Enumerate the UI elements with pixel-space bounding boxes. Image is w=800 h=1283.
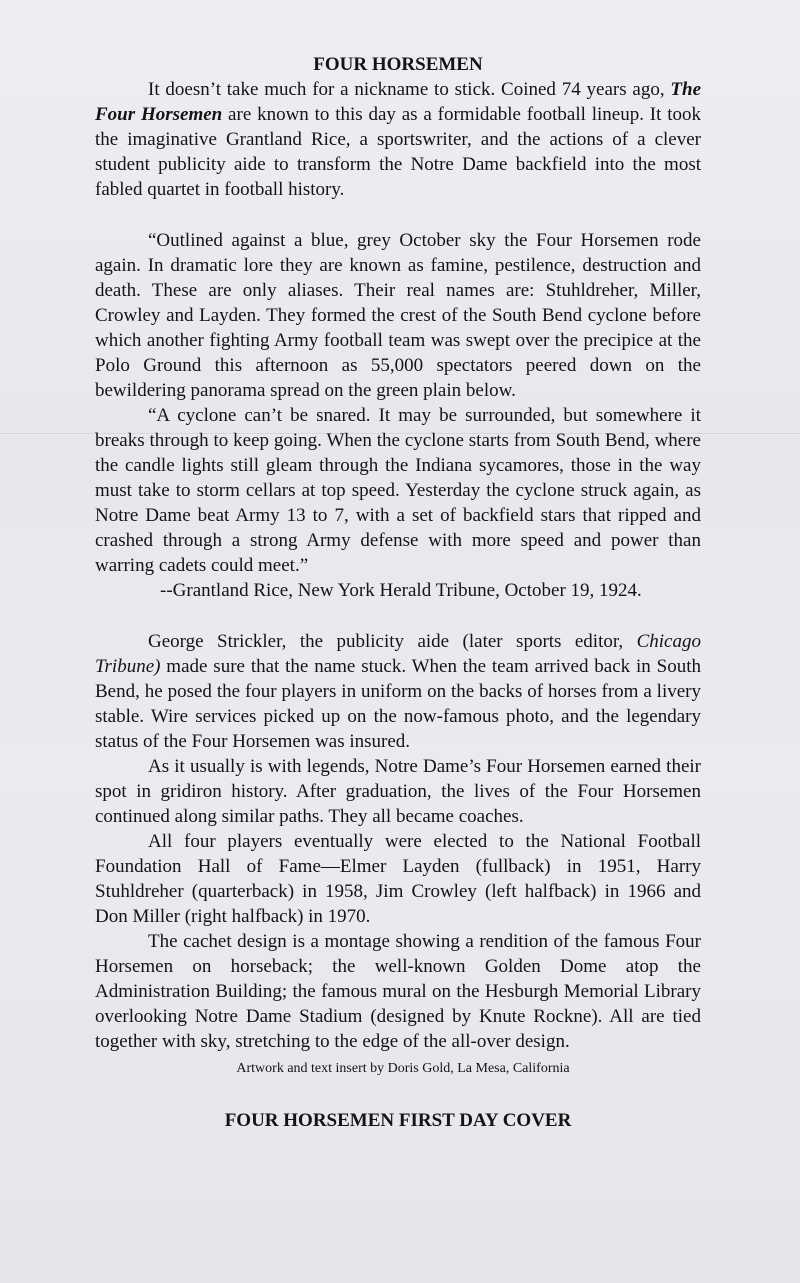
footer-title: FOUR HORSEMEN FIRST DAY COVER (224, 1110, 572, 1131)
intro-paragraph (95, 77, 701, 202)
artwork-credit: Artwork and text insert by Doris Gold, La Mesa, California (236, 1061, 570, 1076)
quote-attribution: --Grantland Rice, New York Herald Tribune, October 19, 1924. (160, 580, 642, 601)
strickler-emphasis: Chicago Tribune) (95, 631, 701, 677)
strickler-text-start: George Strickler, the publicity aide (later sports editor, (148, 631, 637, 652)
paragraph-spacer (95, 603, 701, 629)
quote-paragraph-1: “Outlined against a blue, grey October sky the Four Horsemen rode again. In dramatic lore they are known as famine, pestilence, destruction and death. These are only aliases. Their real names are: Stuhldreher, Miller, Crowley and Layden. They formed the crest of the South Bend cyclone before which another fighting Army football team was swept over the precipice at the Polo Ground this afternoon as 55,000 spectators peered down on the bewildering panorama spread on the green plain below. (95, 230, 701, 401)
intro-emphasis: The Four Horsemen (95, 79, 701, 125)
document-title: FOUR HORSEMEN (313, 54, 483, 75)
intro-text-end: are known to this day as a formidable football lineup. It took the imaginative Grantland Rice, a sportswriter, and the actions of a clever student publicity aide to transform the Notre Dame backfield into the most fabled quartet in football history. (95, 104, 701, 200)
hall-of-fame-paragraph: All four players eventually were elected to the National Football Foundation Hall of Fame—Elmer Layden (fullback) in 1951, Harry Stuhldreher (quarterback) in 1958, Jim Crowley (left halfback) in 1966 and Don Miller (right halfback) in 1970. (95, 831, 701, 927)
strickler-text-end: made sure that the name stuck. When the team arrived back in South Bend, he posed the four players in uniform on the backs of horses from a livery stable. Wire services picked up on the now-famous photo, and the legendary status of the Four Horsemen was insured. (95, 656, 701, 752)
document-body (95, 52, 701, 1133)
quote-paragraph-2: “A cyclone can’t be snared. It may be surrounded, but somewhere it breaks through to keep going. When the cyclone starts from South Bend, where the candle lights still gleam through the Indiana sycamores, those in the way must take to storm cellars at top speed. Yesterday the cyclone struck again, as Notre Dame beat Army 13 to 7, with a set of backfield stars that ripped and crashed through a strong Army defense with more speed and power than warring cadets could meet.” (95, 405, 701, 576)
strickler-paragraph (95, 629, 701, 754)
intro-text-start: It doesn’t take much for a nickname to stick. Coined 74 years ago, (148, 79, 671, 100)
paragraph-spacer (95, 202, 701, 228)
legends-paragraph: As it usually is with legends, Notre Dame’s Four Horsemen earned their spot in gridiron history. After graduation, the lives of the Four Horsemen continued along similar paths. They all became coaches. (95, 756, 701, 827)
cachet-paragraph: The cachet design is a montage showing a rendition of the famous Four Horsemen on horseback; the well-known Golden Dome atop the Administration Building; the famous mural on the Hesburgh Memorial Library overlooking Notre Dame Stadium (designed by Knute Rockne). All are tied together with sky, stretching to the edge of the all-over design. (95, 931, 701, 1052)
